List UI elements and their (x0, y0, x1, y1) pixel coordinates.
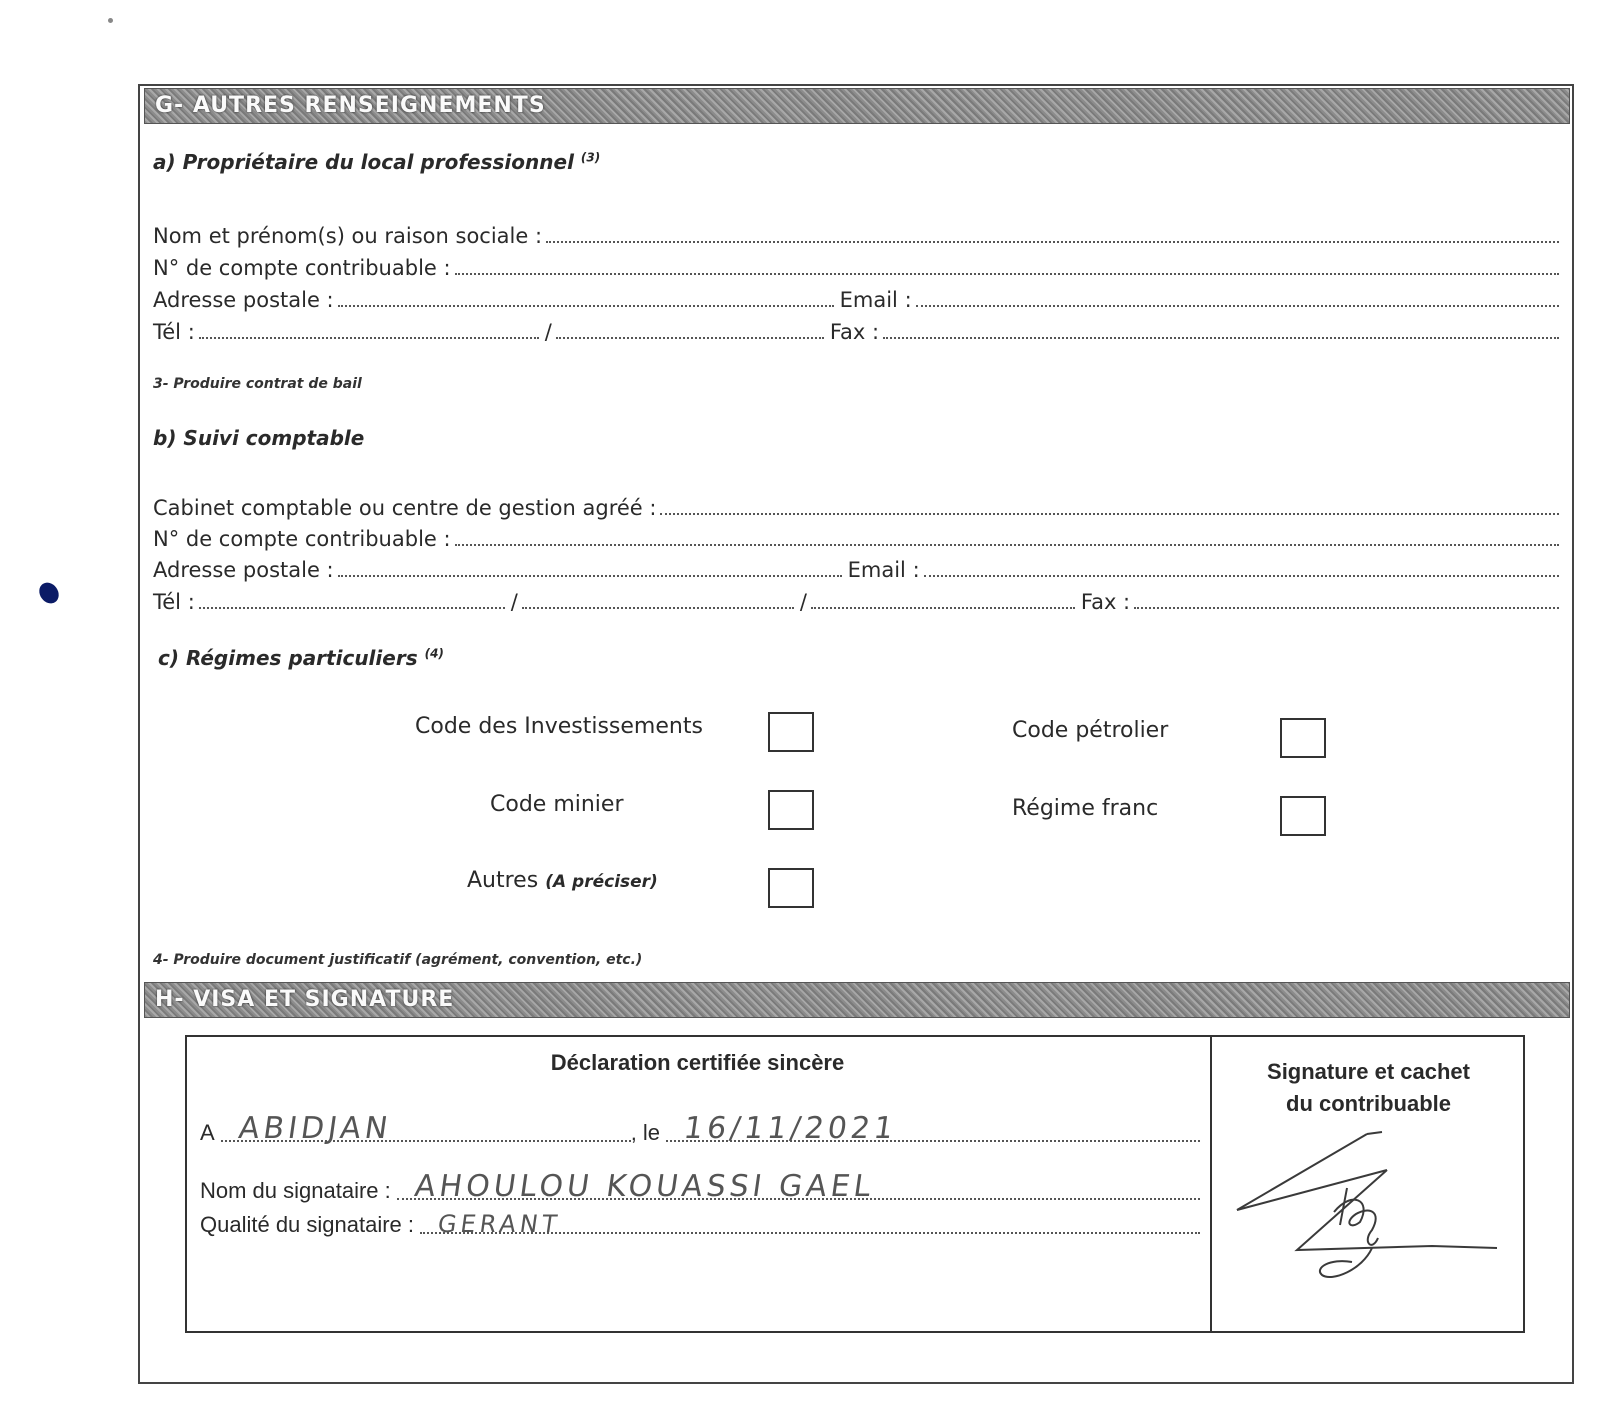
signatory-quality-value: GERANT (436, 1210, 563, 1238)
owner-email-field[interactable] (916, 304, 1559, 307)
date-label: , le (630, 1120, 661, 1145)
option-autres-hint: (A préciser) (545, 872, 658, 892)
accountant-tel-field-3[interactable] (811, 606, 1075, 609)
section-g-header (144, 88, 1570, 124)
option-franc-label: Régime franc (1012, 796, 1159, 821)
place-field[interactable] (221, 1111, 631, 1146)
accountant-fax-field[interactable] (1134, 606, 1559, 609)
option-investissements-checkbox[interactable] (768, 712, 814, 752)
owner-email-label: Email : (839, 288, 912, 312)
accountant-tel-separator-1: / (510, 590, 518, 614)
accountant-phone-row (153, 584, 1565, 614)
date-value: 16/11/2021 (681, 1111, 900, 1146)
subsection-a-title (153, 150, 600, 174)
owner-address-label: Adresse postale : (153, 288, 334, 312)
accountant-address-field[interactable] (338, 574, 842, 577)
accountant-tel-label: Tél : (153, 590, 195, 614)
section-h-title: H- VISA ET SIGNATURE (155, 987, 455, 1012)
signatory-name-row (200, 1170, 1200, 1204)
subsection-a-title-text: a) Propriétaire du local professionnel (153, 150, 574, 174)
declaration-title: Déclaration certifiée sincère (550, 1050, 845, 1075)
signatory-name-field[interactable] (397, 1169, 1200, 1204)
owner-fax-field[interactable] (883, 336, 1559, 339)
subsection-a-ref: (3) (580, 150, 601, 165)
signature-title-line-1: Signature et cachet (1267, 1059, 1470, 1084)
subsection-c-title-text: c) Régimes particuliers (158, 646, 418, 670)
owner-account-field[interactable] (455, 272, 1559, 275)
accountant-tel-separator-2: / (799, 590, 807, 614)
subsection-c-ref: (4) (424, 646, 444, 661)
option-petrolier-checkbox[interactable] (1280, 718, 1326, 758)
accountant-cabinet-field[interactable] (660, 512, 1559, 515)
section-h-header (144, 982, 1570, 1018)
option-franc-checkbox[interactable] (1280, 796, 1326, 836)
signatory-quality-label: Qualité du signataire : (200, 1212, 415, 1237)
accountant-account-field[interactable] (455, 543, 1559, 546)
handwritten-signature (1222, 1130, 1522, 1300)
accountant-account-row (153, 521, 1565, 551)
date-field[interactable] (666, 1111, 1200, 1146)
subsection-c-title (158, 646, 444, 670)
option-investissements-label: Code des Investissements (415, 714, 703, 739)
accountant-cabinet-label: Cabinet comptable ou centre de gestion agréé : (153, 496, 657, 520)
section-g-title: G- AUTRES RENSEIGNEMENTS (155, 93, 546, 118)
ink-dot (108, 18, 113, 23)
owner-tel-field-2[interactable] (556, 336, 824, 339)
option-petrolier-label: Code pétrolier (1012, 718, 1169, 743)
owner-name-field[interactable] (546, 240, 1559, 243)
owner-tel-label: Tél : (153, 320, 195, 344)
option-minier-checkbox[interactable] (768, 790, 814, 830)
signatory-quality-row (200, 1204, 1200, 1238)
ink-blot (35, 579, 62, 607)
place-date-row (200, 1112, 1200, 1146)
signatory-name-label: Nom du signataire : (200, 1178, 391, 1203)
accountant-email-field[interactable] (924, 574, 1559, 577)
owner-address-field[interactable] (338, 304, 834, 307)
signature-title (1212, 1056, 1525, 1120)
option-autres-checkbox[interactable] (768, 868, 814, 908)
owner-phone-row (153, 314, 1565, 344)
accountant-tel-field-2[interactable] (522, 606, 794, 609)
signatory-name-value: AHOULOU KOUASSI GAEL (412, 1169, 877, 1204)
accountant-account-label: N° de compte contribuable : (153, 527, 451, 551)
accountant-address-label: Adresse postale : (153, 558, 334, 582)
accountant-email-label: Email : (847, 558, 920, 582)
accountant-fax-label: Fax : (1080, 590, 1131, 614)
owner-account-row (153, 250, 1565, 280)
signature-title-line-2: du contribuable (1286, 1091, 1451, 1116)
option-autres-label (467, 868, 658, 893)
owner-name-row (153, 218, 1565, 248)
note-3: 3- Produire contrat de bail (153, 376, 362, 392)
owner-address-row (153, 282, 1565, 312)
signatory-quality-field[interactable] (420, 1210, 1200, 1238)
note-4: 4- Produire document justificatif (agrément, convention, etc.) (153, 952, 643, 968)
owner-account-label: N° de compte contribuable : (153, 256, 451, 280)
option-autres-text: Autres (467, 868, 539, 893)
owner-name-label: Nom et prénom(s) ou raison sociale : (153, 224, 543, 248)
accountant-cabinet-row (153, 490, 1565, 520)
subsection-b-title: b) Suivi comptable (153, 426, 365, 450)
accountant-tel-field-1[interactable] (199, 606, 505, 609)
option-minier-label: Code minier (490, 792, 624, 817)
owner-tel-field-1[interactable] (199, 336, 539, 339)
place-value: ABIDJAN (236, 1111, 394, 1146)
owner-fax-label: Fax : (829, 320, 880, 344)
owner-tel-separator: / (544, 320, 552, 344)
accountant-address-row (153, 552, 1565, 582)
place-label: A (200, 1120, 215, 1145)
